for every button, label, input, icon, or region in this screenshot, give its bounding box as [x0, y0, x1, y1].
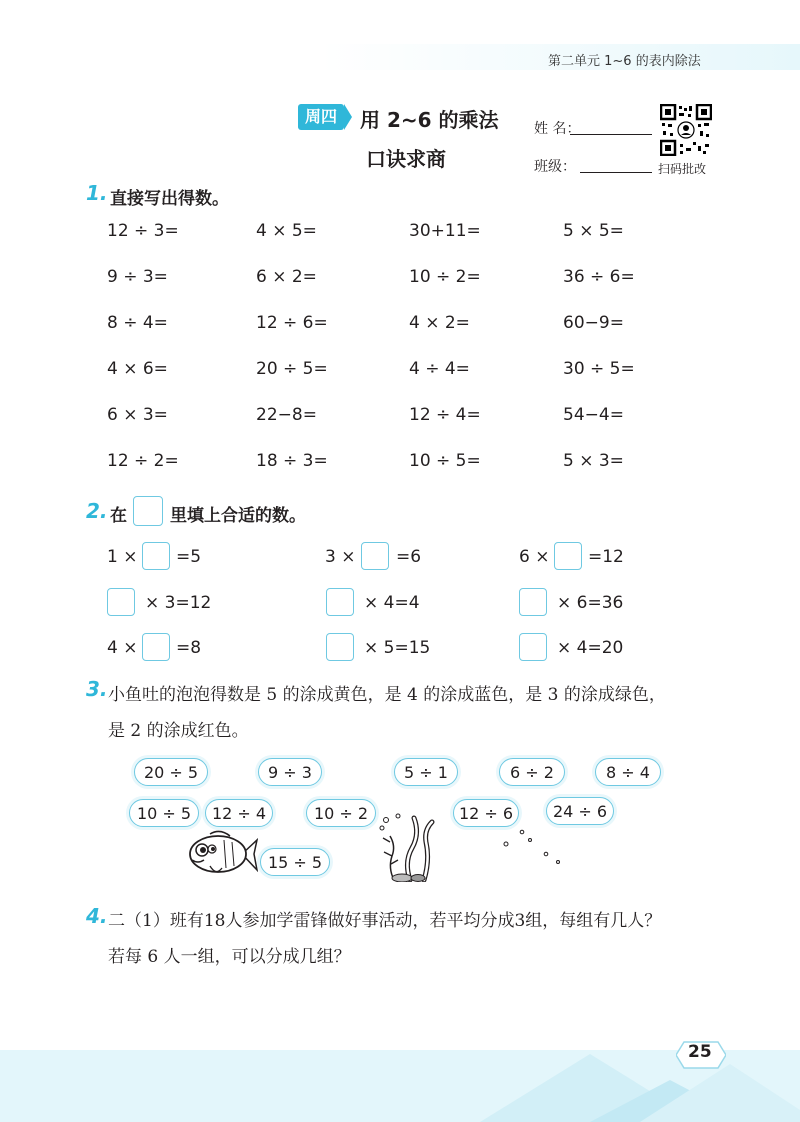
qr-code-icon[interactable]: [660, 104, 712, 156]
q2-r3-a-post: =8: [176, 638, 202, 658]
bubble[interactable]: 24 ÷ 6: [546, 797, 614, 825]
class-field[interactable]: [580, 172, 652, 173]
q2-r1-a-pre: 1 ×: [107, 547, 138, 567]
answer-box[interactable]: [361, 542, 389, 570]
q1-item: 8 ÷ 4=: [107, 313, 168, 333]
bubble[interactable]: 10 ÷ 2: [306, 799, 376, 827]
answer-box[interactable]: [326, 588, 354, 616]
q1-item: 10 ÷ 2=: [409, 267, 481, 287]
answer-box[interactable]: [142, 633, 170, 661]
bubble[interactable]: 5 ÷ 1: [394, 758, 458, 786]
q1-item: 4 ÷ 4=: [409, 359, 470, 379]
q1-item: 30+11=: [409, 221, 481, 241]
q1-item: 20 ÷ 5=: [256, 359, 328, 379]
q1-item: 12 ÷ 2=: [107, 451, 179, 471]
q1-item: 30 ÷ 5=: [563, 359, 635, 379]
answer-box[interactable]: [554, 542, 582, 570]
q2-r3-a-pre: 4 ×: [107, 638, 138, 658]
bubble[interactable]: 10 ÷ 5: [129, 799, 199, 827]
q1-item: 6 × 3=: [107, 405, 168, 425]
question-4-number: 4.: [86, 904, 108, 928]
q2-r1-c-pre: 6 ×: [519, 547, 550, 567]
question-2-text-after: 里填上合适的数。: [170, 506, 306, 526]
class-label: 班级：: [534, 159, 576, 175]
question-3-number: 3.: [86, 677, 108, 701]
answer-box[interactable]: [107, 588, 135, 616]
q2-r3-c-post: × 4=20: [557, 638, 624, 658]
answer-box[interactable]: [326, 633, 354, 661]
name-label: 姓 名：: [534, 121, 581, 137]
q1-item: 54−4=: [563, 405, 624, 425]
bubble[interactable]: 6 ÷ 2: [499, 758, 565, 786]
q2-r2-a-post: × 3=12: [145, 593, 212, 613]
day-badge: 周四: [298, 104, 344, 130]
bubble[interactable]: 20 ÷ 5: [134, 758, 208, 786]
question-3-line1: 小鱼吐的泡泡得数是 5 的涂成黄色，是 4 的涂成蓝色，是 3 的涂成绿色，: [108, 685, 666, 705]
mountain-decoration: [440, 1040, 800, 1122]
question-1-text: 直接写出得数。: [110, 189, 229, 209]
lesson-title-line1: 用 2~6 的乘法: [360, 108, 499, 132]
q2-r2-b-post: × 4=4: [364, 593, 420, 613]
example-answer-box: [133, 496, 163, 526]
q1-item: 9 ÷ 3=: [107, 267, 168, 287]
name-field[interactable]: [570, 134, 652, 135]
q1-item: 36 ÷ 6=: [563, 267, 635, 287]
answer-box[interactable]: [519, 633, 547, 661]
bubble[interactable]: 9 ÷ 3: [258, 758, 322, 786]
q2-r1-c-post: =12: [588, 547, 624, 567]
q1-item: 12 ÷ 3=: [107, 221, 179, 241]
q2-r2-c-post: × 6=36: [557, 593, 624, 613]
q1-item: 4 × 2=: [409, 313, 470, 333]
q1-item: 5 × 5=: [563, 221, 624, 241]
lesson-title-line2: 口诀求商: [366, 147, 446, 171]
bubble[interactable]: 12 ÷ 4: [205, 799, 273, 827]
q2-r1-b-post: =6: [396, 547, 422, 567]
bubble[interactable]: 12 ÷ 6: [453, 799, 519, 827]
question-2-number: 2.: [86, 499, 108, 523]
small-bubbles-icon: [500, 826, 560, 866]
qr-caption: 扫码批改: [658, 162, 707, 176]
q1-item: 5 × 3=: [563, 451, 624, 471]
fish-icon: [186, 826, 258, 882]
question-3-line2: 是 2 的涂成红色。: [108, 721, 249, 741]
bubble[interactable]: 8 ÷ 4: [595, 758, 661, 786]
q1-item: 6 × 2=: [256, 267, 317, 287]
q2-r1-b-pre: 3 ×: [325, 547, 356, 567]
question-4-line1: 二（1）班有18人参加学雷锋做好事活动，若平均分成3组，每组有几人？: [108, 911, 662, 931]
answer-box[interactable]: [519, 588, 547, 616]
q1-item: 12 ÷ 4=: [409, 405, 481, 425]
question-4-line2: 若每 6 人一组，可以分成几组？: [108, 947, 351, 967]
question-2-text-before: 在: [110, 506, 127, 526]
q1-item: 12 ÷ 6=: [256, 313, 328, 333]
q1-item: 4 × 5=: [256, 221, 317, 241]
q2-r1-a-post: =5: [176, 547, 202, 567]
page-number: 25: [688, 1042, 712, 1062]
bubble[interactable]: 15 ÷ 5: [260, 848, 330, 876]
q1-item: 4 × 6=: [107, 359, 168, 379]
q2-r3-b-post: × 5=15: [364, 638, 431, 658]
question-1-number: 1.: [86, 181, 108, 205]
q1-item: 22−8=: [256, 405, 317, 425]
unit-header: 第二单元 1~6 的表内除法: [548, 54, 701, 69]
answer-box[interactable]: [142, 542, 170, 570]
q1-item: 18 ÷ 3=: [256, 451, 328, 471]
q1-item: 10 ÷ 5=: [409, 451, 481, 471]
q1-item: 60−9=: [563, 313, 624, 333]
seaweed-icon: [374, 812, 446, 882]
